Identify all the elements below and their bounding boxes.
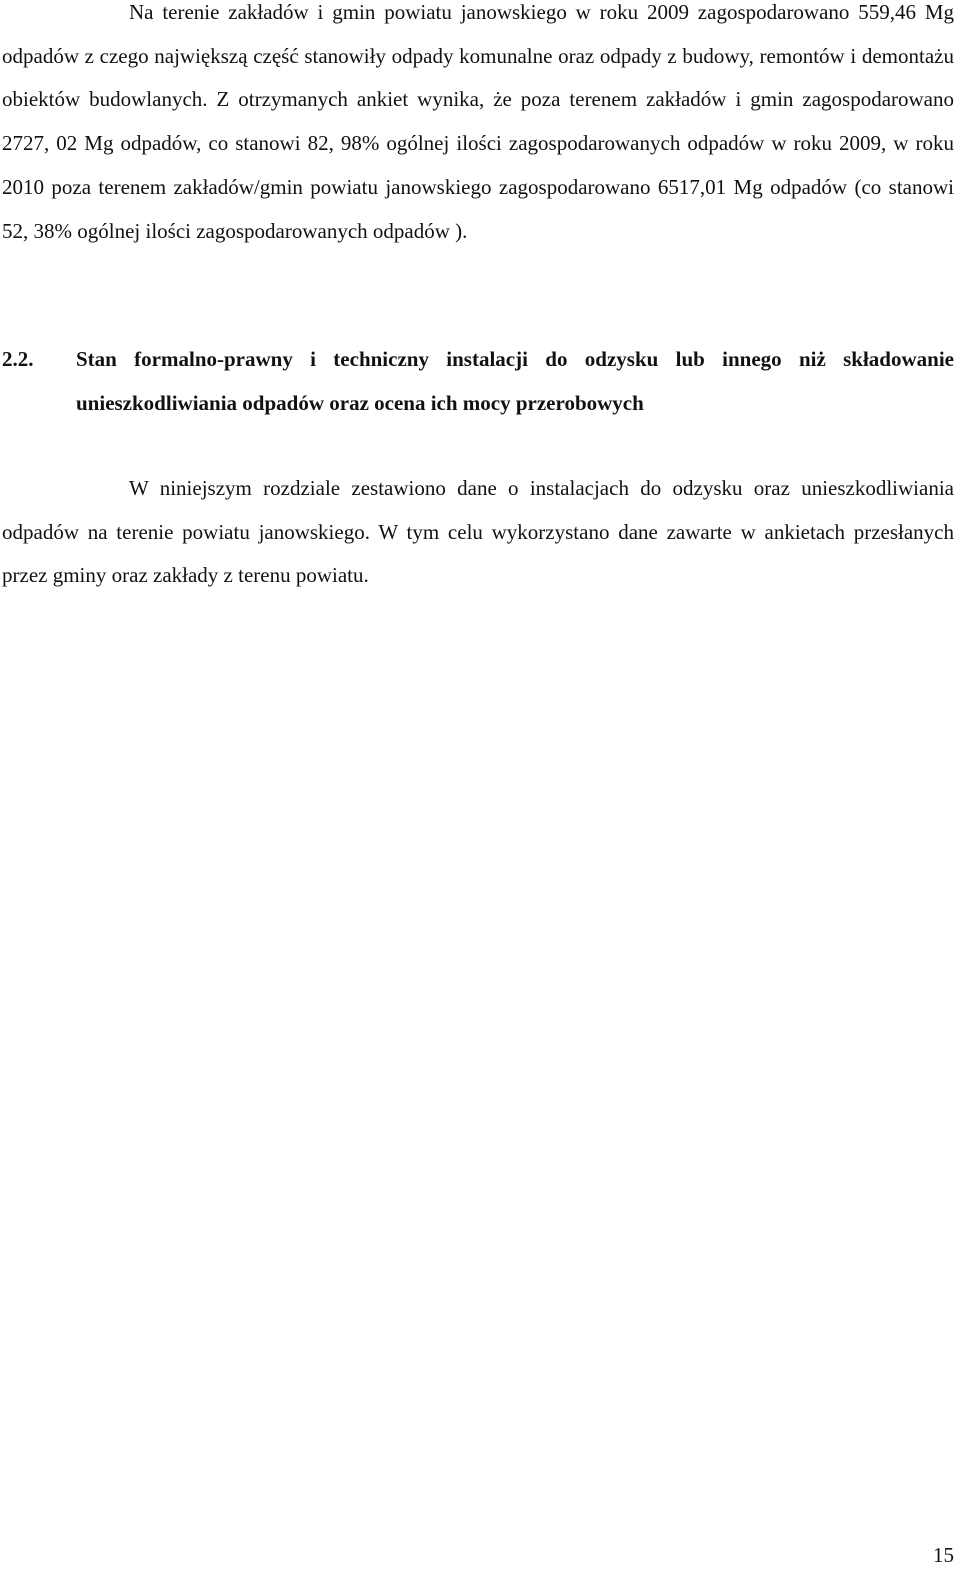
page-number: 15 <box>933 1543 954 1567</box>
section-heading <box>2 337 954 425</box>
section-title: Stan formalno-prawny i techniczny instalacji do odzysku lub innego niż składowanie unieszkodliwiania odpadów oraz ocena ich mocy przerobowych <box>76 347 954 415</box>
paragraph-waste-summary: Na terenie zakładów i gmin powiatu janowskiego w roku 2009 zagospodarowano 559,46 Mg odpadów z czego największą część stanowiły odpady komunalne oraz odpady z budowy, remontów i demontażu obiektów budowlanych. Z otrzymanych ankiet wynika, że poza terenem zakładów i gmin zagospodarowano 2727, 02 Mg odpadów, co stanowi 82, 98% ogólnej ilości zagospodarowanych odpadów w roku 2009, w roku 2010 poza terenem zakładów/gmin powiatu janowskiego zagospodarowano 6517,01 Mg odpadów (co stanowi 52, 38% ogólnej ilości zagospodarowanych odpadów ). <box>2 0 954 243</box>
section-number: 2.2. <box>2 347 34 371</box>
paragraph-chapter-intro: W niniejszym rozdziale zestawiono dane o instalacjach do odzysku oraz unieszkodliwiania odpadów na terenie powiatu janowskiego. W tym celu wykorzystano dane zawarte w ankietach przesłanych przez gminy oraz zakłady z terenu powiatu. <box>2 476 954 588</box>
